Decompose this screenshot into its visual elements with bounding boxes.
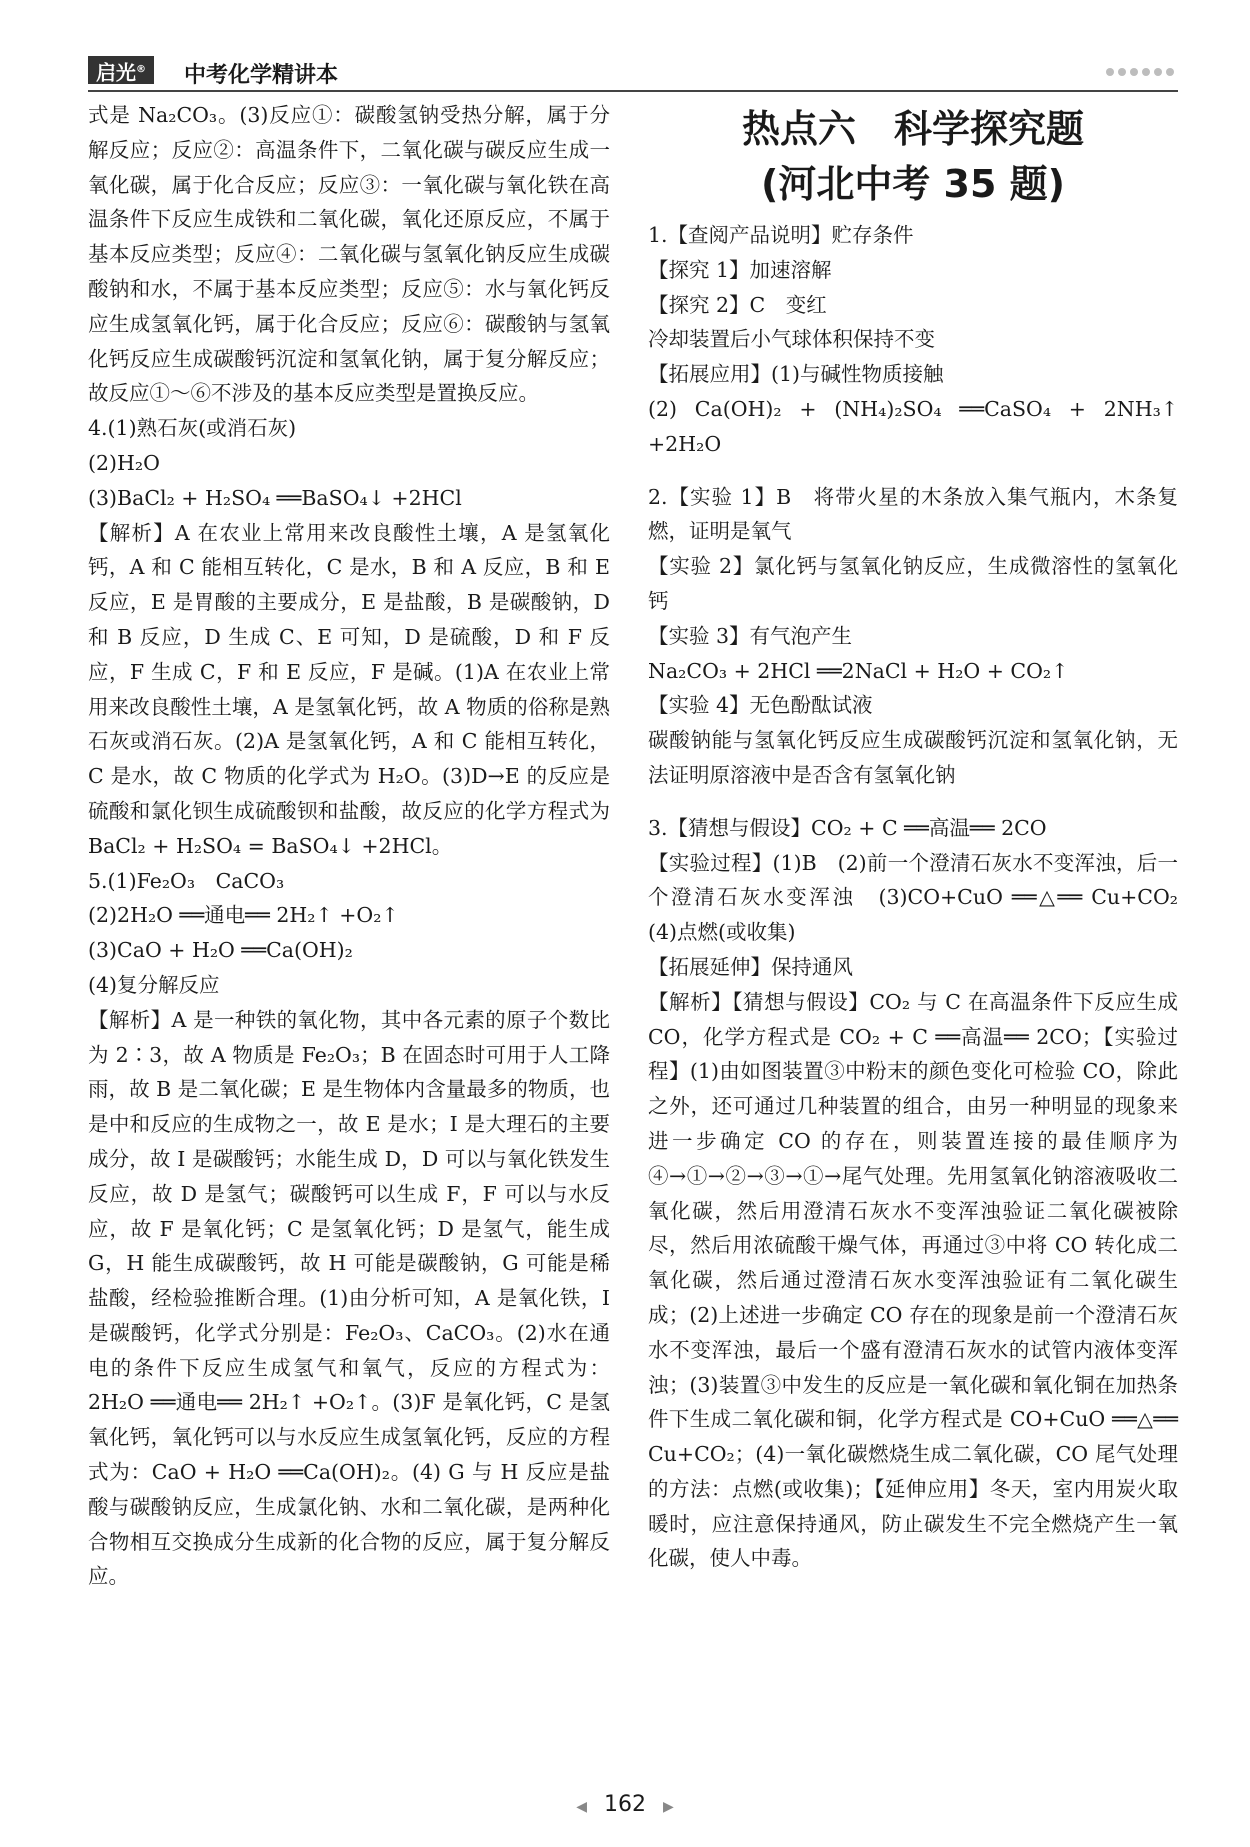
brand-logo: 启光® bbox=[88, 56, 154, 84]
q1-line: 1.【查阅产品说明】贮存条件 bbox=[648, 223, 914, 247]
header-divider bbox=[88, 90, 1178, 92]
q3-analysis: 【解析】【猜想与假设】CO₂ 与 C 在高温条件下反应生成 CO，化学方程式是 CO₂ + C ══高温══ 2CO；【实验过程】(1)由如图装置③中粉末的颜色变化可检验 CO，除此之外，还可通过几种装置的组合，由另一种明显的现象来进一步确定 CO 的存在，则装置连接的最佳顺序为④→①→②→③→①→尾气处理。先用氢氧化钠溶液吸收二氧化碳，然后用澄清石灰水不变浑浊验证二氧化碳被除尽，然后用浓硫酸干燥气体，再通过③中将 CO 转化成二氧化碳，然后通过澄清石灰水变浑浊验证有二氧化碳生成；(2)上述进一步确定 CO 存在的现象是前一个澄清石灰水不变浑浊，最后一个盛有澄清石灰水的试管内液体变浑浊；(3)装置③中发生的反应是一氧化碳和氧化铜在加热条件下生成二氧化碳和铜，化学方程式是 CO+CuO ══△══ Cu+CO₂；(4)一氧化碳燃烧生成二氧化碳，CO 尾气处理的方法：点燃(或收集)；【延伸应用】冬天，室内用炭火取暖时，应注意保持通风，防止碳发生不完全燃烧产生一氧化碳，使人中毒。 bbox=[648, 989, 1178, 1571]
page-number: 162 bbox=[604, 1792, 646, 1817]
answer-5-part-4: (4)复分解反应 bbox=[88, 972, 220, 997]
q2-line: 【实验 3】有气泡产生 bbox=[648, 623, 853, 648]
answer-4-analysis: 【解析】A 在农业上常用来改良酸性土壤，A 是氢氧化钙，A 和 C 能相互转化，C 是水，B 和 A 反应，B 和 E 反应，E 是胃酸的主要成分，E 是盐酸，B 是碳酸钠，D 和 B 反应，D 生成 C、E 可知，D 是硫酸，D 和 F 反应，F 生成 C，F 和 E 反应，F 是碱。(1)A 在农业上常用来改良酸性土壤，A 是氢氧化钙，故 A 物质的俗称是熟石灰或消石灰。(2)A 是氢氧化钙，A 和 C 能相互转化，C 是水，故 C 物质的化学式为 H₂O。(3)D→E 的反应是硫酸和氯化钡生成硫酸钡和盐酸，故反应的化学方程式为 BaCl₂ + H₂SO₄ = BaSO₄↓ +2HCl。 bbox=[88, 520, 610, 858]
right-column bbox=[648, 98, 1199, 1576]
q1-line: 冷却装置后小气球体积保持不变 bbox=[648, 327, 935, 352]
answer-5-part-2: (2)2H₂O ══通电══ 2H₂↑ +O₂↑ bbox=[88, 903, 399, 928]
q1-line: 【探究 2】C 变红 bbox=[648, 292, 827, 317]
answer-4-part-2: (2)H₂O bbox=[88, 450, 160, 475]
book-title: 中考化学精讲本 bbox=[184, 63, 339, 88]
left-column bbox=[88, 98, 610, 1594]
q2-line: 2.【实验 1】B 将带火星的木条放入集气瓶内，木条复燃，证明是氧气 bbox=[648, 484, 1178, 544]
q2-line: 【实验 4】无色酚酞试液 bbox=[648, 693, 873, 718]
q1-line: (2) Ca(OH)₂ + (NH₄)₂SO₄ ══CaSO₄ + 2NH₃↑ +2H₂O bbox=[648, 396, 1178, 456]
q2-line: 碳酸钠能与氢氧化钙反应生成碳酸钙沉淀和氢氧化钠，无法证明原溶液中是否含有氢氧化钠 bbox=[648, 728, 1178, 787]
section-subtitle: (河北中考 35 题) bbox=[760, 162, 1066, 206]
q3-line: 【拓展延伸】保持通风 bbox=[648, 954, 853, 979]
q1-line: 【探究 1】加速溶解 bbox=[648, 257, 832, 282]
triangle-left-icon: ◀ bbox=[576, 1799, 587, 1815]
section-title: 热点六 科学探究题 bbox=[741, 107, 1084, 151]
q2-line: 【实验 2】氯化钙与氢氧化钠反应，生成微溶性的氢氧化钙 bbox=[648, 554, 1178, 613]
answer-3-continuation: 式是 Na₂CO₃。(3)反应①：碳酸氢钠受热分解，属于分解反应；反应②：高温条件下，二氧化碳与碳反应生成一氧化碳，属于化合反应；反应③：一氧化碳与氧化铁在高温条件下反应生成铁和二氧化碳，氧化还原反应，不属于基本反应类型；反应④：二氧化碳与氢氧化钠反应生成碳酸钠和水，不属于基本反应类型；反应⑤：水与氧化钙反应生成氢氧化钙，属于化合反应；反应⑥：碳酸钠与氢氧化钙反应生成碳酸钙沉淀和氢氧化钠，属于复分解反应；故反应①～⑥不涉及的基本反应类型是置换反应。 bbox=[88, 103, 610, 406]
q1-line: 【拓展应用】(1)与碱性物质接触 bbox=[648, 362, 944, 387]
answer-5-part-1: 5.(1)Fe₂O₃ CaCO₃ bbox=[88, 868, 285, 893]
q2-line: Na₂CO₃ + 2HCl ══2NaCl + H₂O + CO₂↑ bbox=[648, 658, 1069, 683]
page-header bbox=[88, 52, 1178, 88]
q3-line: 3.【猜想与假设】CO₂ + C ══高温══ 2CO bbox=[648, 815, 1047, 840]
header-dots-decoration bbox=[1106, 68, 1174, 76]
answer-4-part-3: (3)BaCl₂ + H₂SO₄ ══BaSO₄↓ +2HCl bbox=[88, 485, 462, 510]
page-footer bbox=[0, 1792, 1250, 1817]
answer-4-part-1: 4.(1)熟石灰(或消石灰) bbox=[88, 416, 297, 441]
answer-5-analysis: 【解析】A 是一种铁的氧化物，其中各元素的原子个数比为 2∶3，故 A 物质是 Fe₂O₃；B 在固态时可用于人工降雨，故 B 是二氧化碳；E 是生物体内含量最多的物质，也是中和反应的生成物之一，故 E 是水；I 是大理石的主要成分，故 I 是碳酸钙；水能生成 D，D 可以与氧化铁发生反应，故 D 是氢气；碳酸钙可以生成 F，F 可以与水反应，故 F 是氧化钙；C 是氢氧化钙；D 是氢气，能生成 G，H 能生成碳酸钙，故 H 可能是碳酸钠，G 可能是稀盐酸，经检验推断合理。(1)由分析可知，A 是氧化铁，I 是碳酸钙，化学式分别是：Fe₂O₃、CaCO₃。(2)水在通电的条件下反应生成氢气和氧气，反应的方程式为：2H₂O ══通电══ 2H₂↑ +O₂↑。(3)F 是氧化钙，C 是氢氧化钙，氧化钙可以与水反应生成氢氧化钙，反应的方程式为：CaO + H₂O ══Ca(OH)₂。(4) G 与 H 反应是盐酸与碳酸钠反应，生成氯化钠、水和二氧化碳，是两种化合物相互交换成分生成新的化合物的反应，属于复分解反应。 bbox=[88, 1007, 610, 1589]
triangle-right-icon: ▶ bbox=[663, 1799, 674, 1815]
q3-line: 【实验过程】(1)B (2)前一个澄清石灰水不变浑浊，后一个澄清石灰水变浑浊 (3)CO+CuO ══△══ Cu+CO₂ (4)点燃(或收集) bbox=[648, 850, 1199, 945]
answer-5-part-3: (3)CaO + H₂O ══Ca(OH)₂ bbox=[88, 938, 353, 963]
